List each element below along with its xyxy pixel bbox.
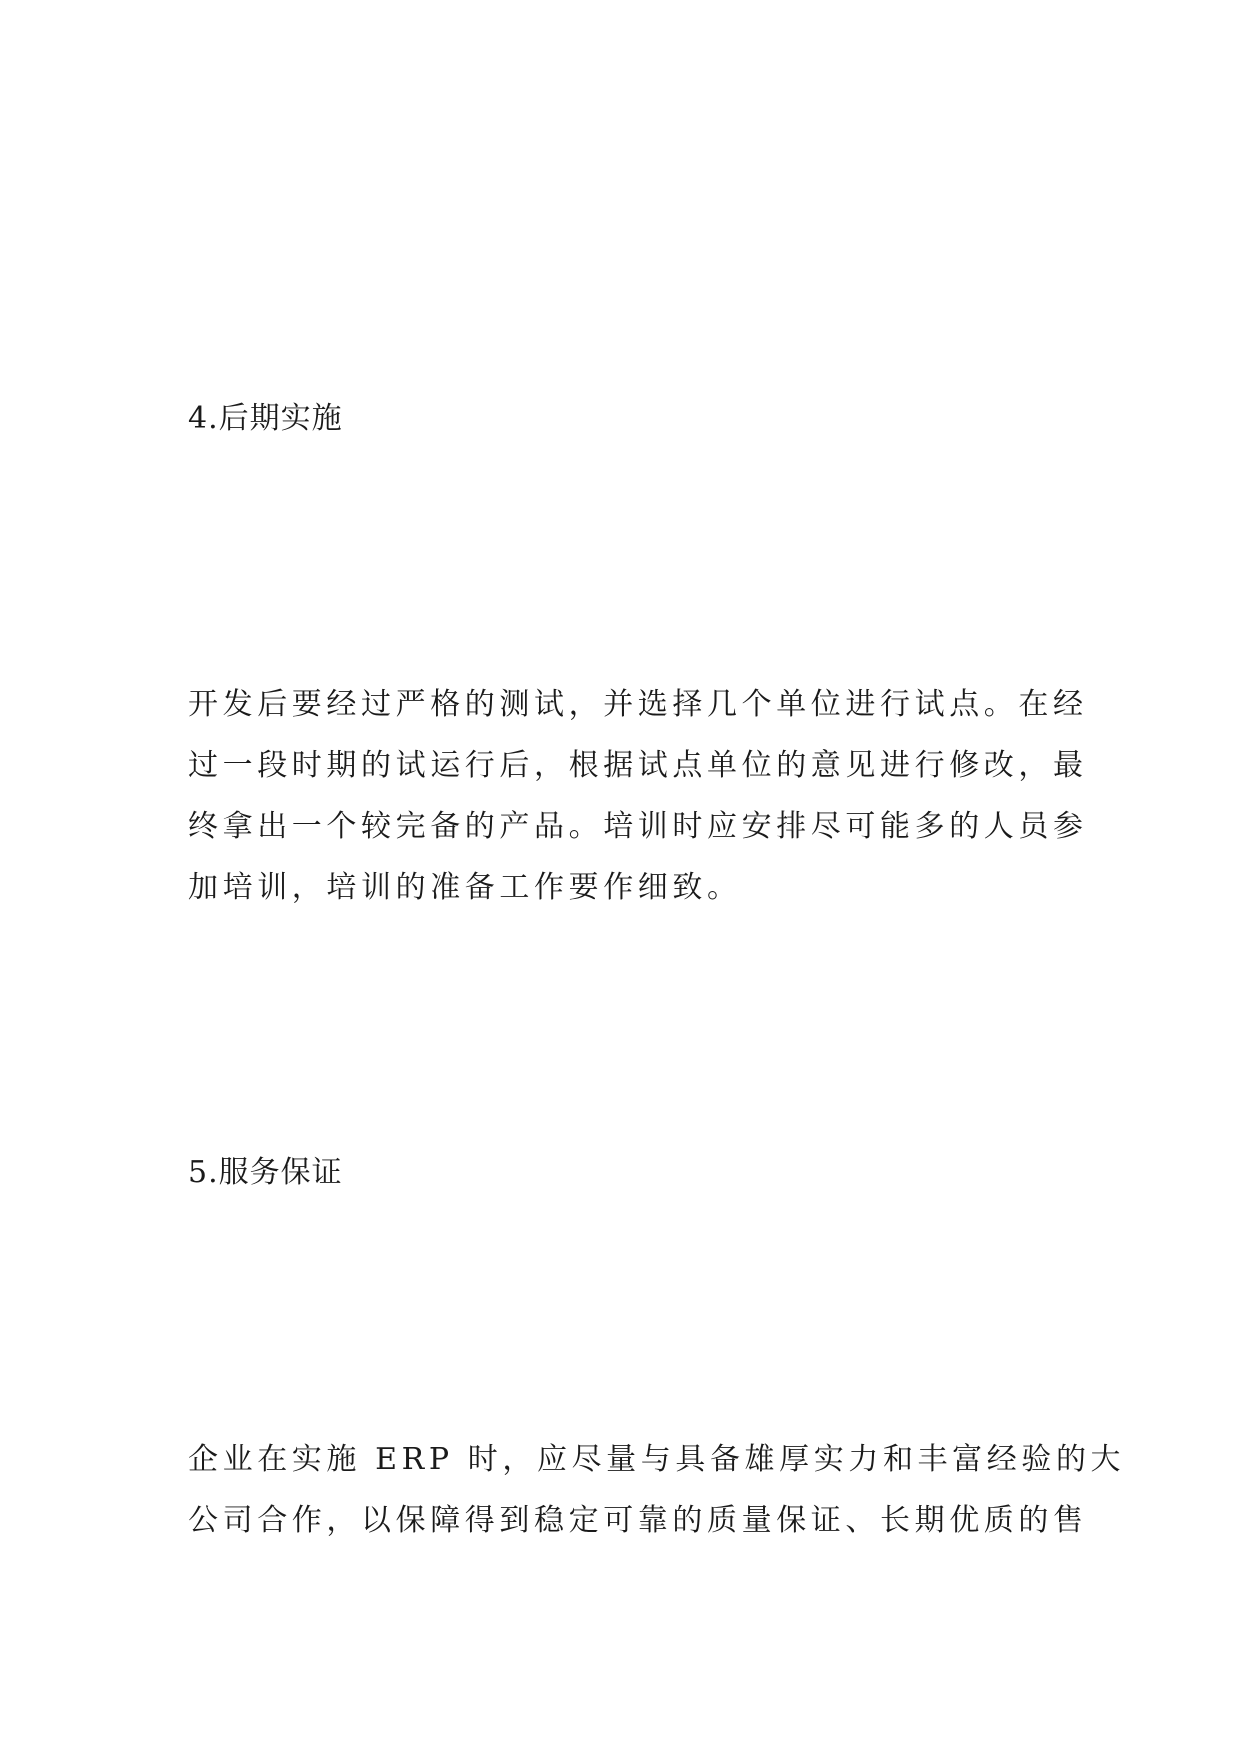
section-heading-4: 4.后期实施 bbox=[188, 401, 343, 436]
paragraph-line: 公司合作，以保障得到稳定可靠的质量保证、长期优质的售 bbox=[188, 1503, 1088, 1538]
section-heading-5: 5.服务保证 bbox=[188, 1155, 343, 1190]
paragraph-line: 过一段时期的试运行后，根据试点单位的意见进行修改，最 bbox=[188, 748, 1088, 783]
section-paragraph-5 bbox=[188, 1440, 1126, 1541]
paragraph-line: 企业在实施 ERP 时，应尽量与具备雄厚实力和丰富经验的大 bbox=[188, 1442, 1126, 1477]
paragraph-line: 加培训，培训的准备工作要作细致。 bbox=[188, 870, 742, 905]
section-paragraph-4 bbox=[188, 685, 1088, 908]
paragraph-line: 终拿出一个较完备的产品。培训时应安排尽可能多的人员参 bbox=[188, 809, 1088, 844]
paragraph-line: 开发后要经过严格的测试，并选择几个单位进行试点。在经 bbox=[188, 687, 1088, 722]
